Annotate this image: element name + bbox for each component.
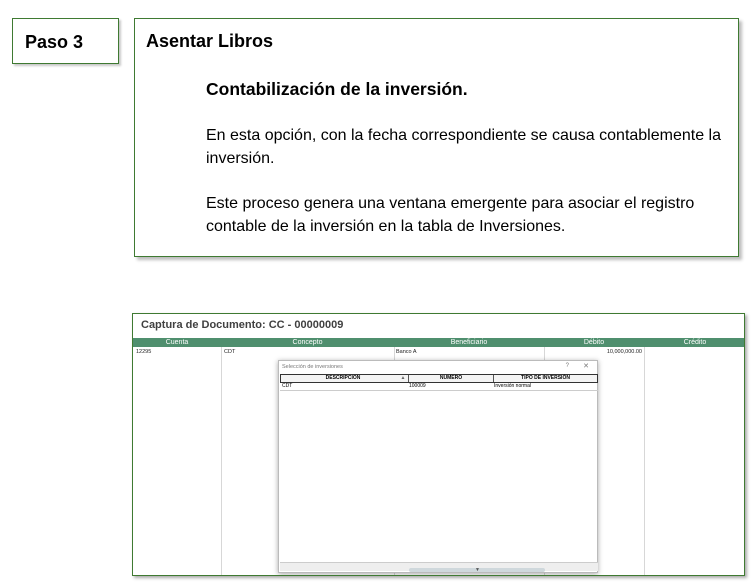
sort-asc-icon[interactable]: ▲ xyxy=(400,375,406,381)
card-title: Asentar Libros xyxy=(146,31,274,51)
column-header-beneficiario[interactable]: Beneficiario xyxy=(450,339,488,346)
scroll-down-icon[interactable]: ▼ xyxy=(475,567,480,573)
investments-table-header xyxy=(280,374,598,383)
table-row[interactable] xyxy=(280,383,598,391)
cell-beneficiario[interactable]: Banco A xyxy=(396,349,417,355)
card-paragraph-1: En esta opción, con la fecha correspondiente se causa contablemente la inversión. xyxy=(206,127,721,167)
help-icon[interactable]: ? xyxy=(565,363,569,369)
investment-selection-dialog xyxy=(278,360,598,573)
grid-divider xyxy=(644,347,645,575)
row-numero: 100009 xyxy=(409,383,426,389)
card-paragraph-2: Este proceso genera una ventana emergente para asociar el registro contable de la inversión en la tabla de Inversiones. xyxy=(206,195,695,235)
cell-concepto[interactable]: CDT xyxy=(224,349,236,355)
column-header-cuenta[interactable]: Cuenta xyxy=(165,339,189,346)
close-icon[interactable]: ✕ xyxy=(583,363,589,370)
column-header-credito[interactable]: Crédito xyxy=(683,339,707,346)
investments-table xyxy=(280,374,598,394)
row-descripcion: CDT xyxy=(282,383,293,389)
step-label: Paso 3 xyxy=(25,32,84,52)
column-header-concepto[interactable]: Concepto xyxy=(292,339,323,346)
grid-divider xyxy=(221,347,222,575)
card-subtitle: Contabilización de la inversión. xyxy=(206,79,468,99)
column-header-tipo[interactable]: TIPO DE INVERSIÓN xyxy=(521,375,570,381)
window-title: Captura de Documento: CC - 00000009 xyxy=(141,319,344,331)
document-capture-window xyxy=(132,313,745,576)
column-header-debito[interactable]: Débito xyxy=(583,339,605,346)
grid-header xyxy=(133,338,745,347)
step-box xyxy=(12,18,119,64)
instruction-card xyxy=(134,18,739,257)
column-header-descripcion[interactable]: DESCRIPCION xyxy=(325,375,361,381)
dialog-title: Selección de inversiones xyxy=(282,364,343,370)
column-header-numero[interactable]: NUMERO xyxy=(439,375,463,381)
cell-cuenta[interactable]: 12295 xyxy=(136,349,152,355)
cell-debito[interactable]: 10,000,000.00 xyxy=(606,349,642,355)
row-tipo: Inversión normal xyxy=(494,383,531,389)
